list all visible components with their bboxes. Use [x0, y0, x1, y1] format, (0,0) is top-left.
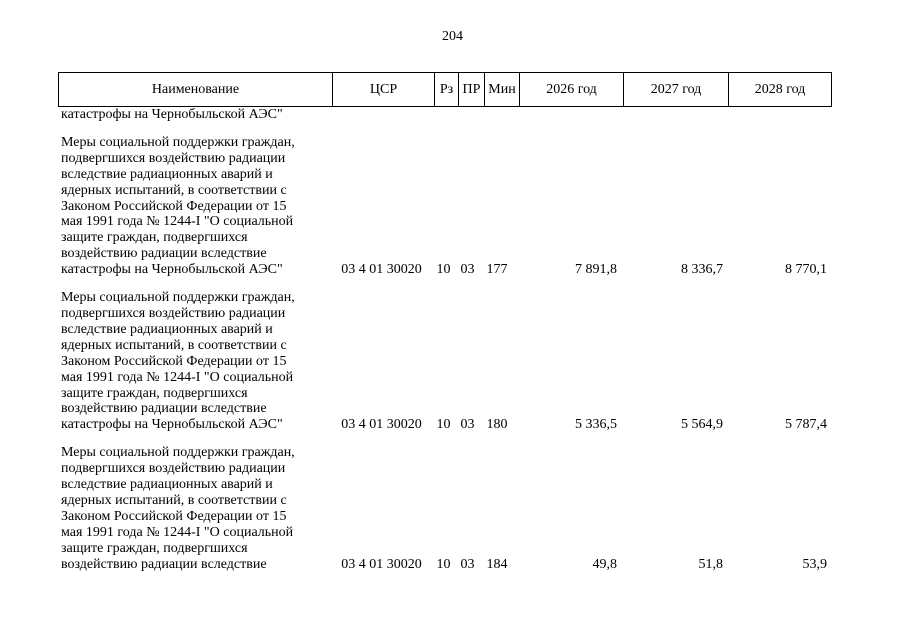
name-cell	[58, 135, 331, 278]
name-line: вследствие радиационных аварий и	[61, 321, 273, 337]
header-row	[59, 73, 832, 107]
name-line: Законом Российской Федерации от 15	[61, 508, 287, 524]
name-line: ядерных испытаний, в соответствии с	[61, 337, 287, 353]
header-2027: 2027 год	[624, 73, 729, 107]
table-row	[58, 290, 829, 433]
header-csr: ЦСР	[333, 73, 435, 107]
name-line: подвергшихся воздействию радиации	[61, 150, 286, 166]
csr-cell: 03 4 01 30020	[341, 556, 422, 572]
pr-cell: 03	[460, 556, 475, 572]
name-line: катастрофы на Чернобыльской АЭС"	[61, 262, 283, 278]
name-line: ядерных испытаний, в соответствии с	[61, 492, 287, 508]
name-line: мая 1991 года № 1244-I "О социальной	[61, 369, 294, 385]
name-line: подвергшихся воздействию радиации	[61, 305, 286, 321]
header-2026: 2026 год	[520, 73, 624, 107]
header-2028: 2028 год	[729, 73, 832, 107]
header-min: Мин	[485, 73, 520, 107]
continuation-cell	[58, 107, 331, 123]
pr-cell: 03	[460, 417, 475, 433]
name-line: защите граждан, подвергшихся	[61, 230, 248, 246]
header-name: Наименование	[59, 73, 333, 107]
value-2026-cell: 5 336,5	[575, 417, 617, 433]
name-line: Меры социальной поддержки граждан,	[61, 445, 295, 461]
name-line: мая 1991 года № 1244-I "О социальной	[61, 214, 294, 230]
value-2027-cell: 51,8	[698, 556, 723, 572]
name-cell	[58, 290, 331, 433]
continuation-text: катастрофы на Чернобыльской АЭС"	[61, 107, 283, 122]
header-rz: Рз	[435, 73, 459, 107]
value-2027-cell: 8 336,7	[681, 262, 723, 278]
name-line: воздействию радиации вследствие	[61, 401, 267, 417]
rz-cell: 10	[436, 262, 451, 278]
name-line: Меры социальной поддержки граждан,	[61, 134, 295, 150]
name-line: воздействию радиации вследствие	[61, 556, 267, 572]
name-line: Меры социальной поддержки граждан,	[61, 290, 295, 306]
name-line: Законом Российской Федерации от 15	[61, 353, 287, 369]
name-cell	[58, 445, 331, 572]
name-line: подвергшихся воздействию радиации	[61, 461, 286, 477]
value-2028-cell: 53,9	[802, 556, 827, 572]
name-line: Законом Российской Федерации от 15	[61, 198, 287, 214]
row-spacer	[58, 433, 829, 445]
name-line: воздействию радиации вследствие	[61, 246, 267, 262]
row-spacer	[58, 123, 829, 135]
csr-cell: 03 4 01 30020	[341, 262, 422, 278]
name-line: защите граждан, подвергшихся	[61, 540, 248, 556]
name-line: вследствие радиационных аварий и	[61, 477, 273, 493]
value-2028-cell: 5 787,4	[785, 417, 827, 433]
min-cell: 184	[486, 556, 508, 572]
name-line: ядерных испытаний, в соответствии с	[61, 182, 287, 198]
pr-cell: 03	[460, 262, 475, 278]
row-spacer	[58, 278, 829, 290]
value-2026-cell: 49,8	[592, 556, 617, 572]
page-number: 204	[442, 29, 463, 44]
header-pr: ПР	[459, 73, 485, 107]
table-row	[58, 445, 829, 572]
name-line: катастрофы на Чернобыльской АЭС"	[61, 417, 283, 433]
min-cell: 180	[486, 417, 508, 433]
table-body	[58, 107, 829, 572]
name-line: вследствие радиационных аварий и	[61, 166, 273, 182]
rz-cell: 10	[436, 417, 451, 433]
value-2027-cell: 5 564,9	[681, 417, 723, 433]
csr-cell: 03 4 01 30020	[341, 417, 422, 433]
min-cell: 177	[486, 262, 508, 278]
rz-cell: 10	[436, 556, 451, 572]
name-text	[58, 445, 331, 572]
value-2028-cell: 8 770,1	[785, 262, 827, 278]
name-text	[58, 135, 331, 278]
name-text	[58, 290, 331, 433]
value-2026-cell: 7 891,8	[575, 262, 617, 278]
name-line: мая 1991 года № 1244-I "О социальной	[61, 524, 294, 540]
table-header	[58, 72, 832, 107]
table-row	[58, 135, 829, 278]
name-line: защите граждан, подвергшихся	[61, 385, 248, 401]
continuation-row	[58, 107, 829, 123]
